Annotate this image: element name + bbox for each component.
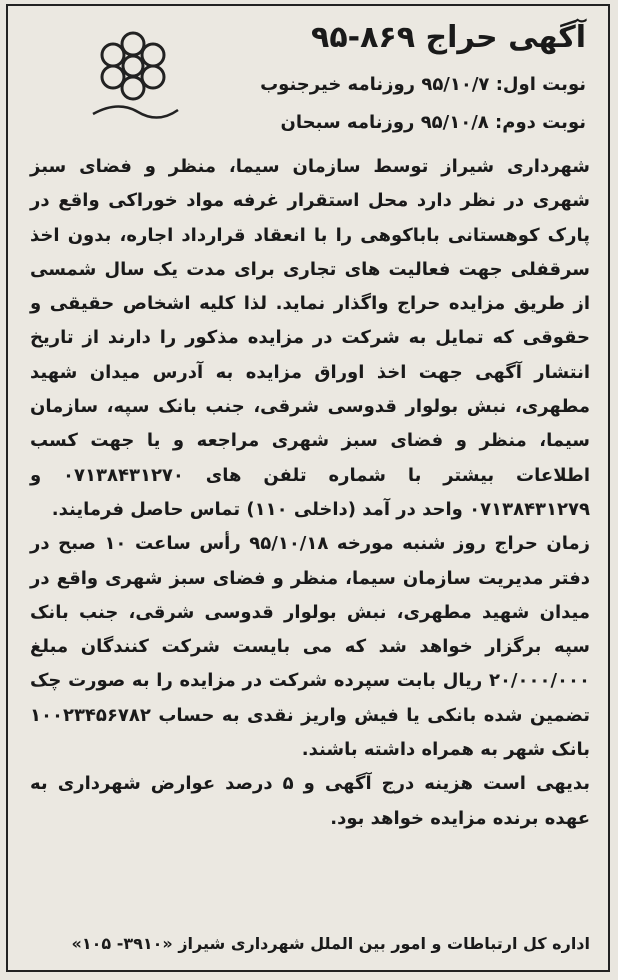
first-turn-line: نوبت اول: ۹۵/۱۰/۷ روزنامه خیرجنوب	[260, 74, 586, 95]
notice-title: آگهی حراج ۸۶۹-۹۵	[311, 20, 586, 55]
paragraph-auction-time: زمان حراج روز شنبه مورخه ۹۵/۱۰/۱۸ رأس ساعت ۱۰ صبح در دفتر مدیریت سازمان سیما، منظر و فضای سبز شهری واقع در میدان شهید مطهری، نبش بولوار قدوسی شرقی، جنب بانک سپه برگزار خواهد شد که می بایست شرکت کنندگان مبلغ ۲۰/۰۰۰/۰۰۰ ریال بابت سپرده شرکت در مزایده را به صورت چک تضمین شده بانکی یا فیش واریز نقدی به حساب ۱۰۰۲۳۴۵۶۷۸۲ بانک شهر به همراه داشته باشند.	[30, 533, 590, 761]
notice-footer: اداره کل ارتباطات و امور بین الملل شهرداری شیراز «۳۹۱۰- ۱۰۵»	[71, 934, 590, 953]
notice-frame	[6, 4, 610, 972]
notice-body	[30, 150, 590, 836]
second-turn-line: نوبت دوم: ۹۵/۱۰/۸ روزنامه سبحان	[280, 112, 586, 133]
paragraph-tender-details: شهرداری شیراز توسط سازمان سیما، منظر و فضای سبز شهری در نظر دارد محل استقرار غرفه مواد خوراکی واقع در پارک کوهستانی باباکوهی را با انعقاد قرارداد اجاره، بدون اخذ سرقفلی جهت فعالیت های تجاری برای مدت یک سال شمسی از طریق مزایده حراج واگذار نماید. لذا کلیه اشخاص حقیقی و حقوقی که تمایل به شرکت در مزایده مذکور را دارند از تاریخ انتشار آگهی جهت اخذ اوراق مزایده به آدرس میدان شهید مطهری، نبش بولوار قدوسی شرقی، جنب بانک سپه، سازمان سیما، منظر و فضای سبز شهری مراجعه و یا جهت کسب اطلاعات بیشتر با شماره تلفن های ۰۷۱۳۸۴۳۱۲۷۰ و ۰۷۱۳۸۴۳۱۲۷۹ واحد در آمد (داخلی ۱۱۰) تماس حاصل فرمایند.	[30, 156, 590, 520]
paragraph-costs: بدیهی است هزینه درج آگهی و ۵ درصد عوارض شهرداری به عهده برنده مزایده خواهد بود.	[30, 773, 590, 829]
